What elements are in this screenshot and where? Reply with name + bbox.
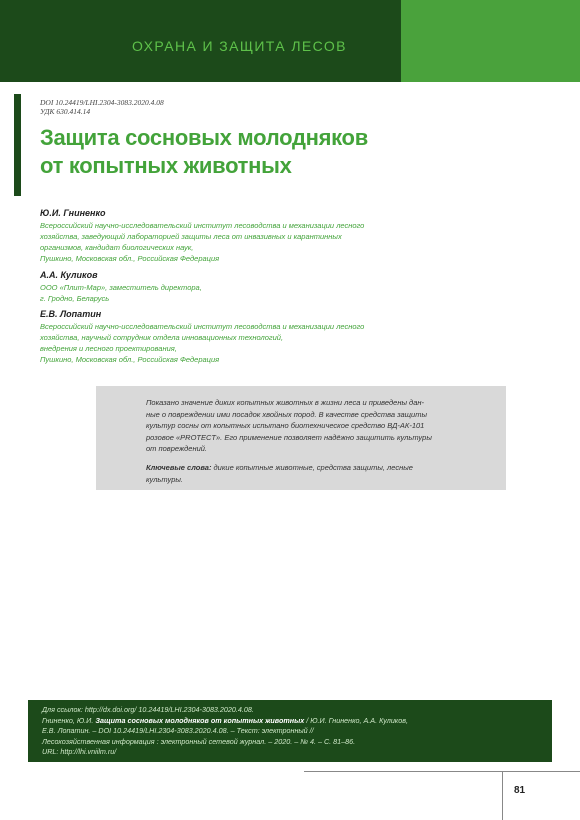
header-edge-block: [0, 0, 14, 82]
affiliation-line: организмов, кандидат биологических наук,: [40, 243, 194, 252]
affiliation-line: хозяйства, заведующий лабораторией защиты леса от инвазивных и карантинных: [40, 232, 342, 241]
abstract-line: Показано значение диких копытных животных в жизни леса и приведены дан-: [146, 398, 424, 407]
affiliation-line: г. Гродно, Беларусь: [40, 294, 110, 303]
citation-authors: Гниненко, Ю.И.: [42, 715, 96, 725]
section-header: [14, 0, 401, 82]
footer-divider: [304, 771, 580, 772]
abstract-line: ные о повреждении ими посадок хвойных пород. В качестве средства защиты: [146, 409, 427, 419]
abstract-line: культур сосны от копытных испытано биотехническое средство ВД-АК-101: [146, 421, 425, 431]
header-accent-block: [401, 0, 580, 82]
citation-line: [42, 716, 408, 727]
citation-line: Лесохозяйственная информация : электронный сетевой журнал. – 2020. – № 4. – С. 81–86.: [42, 736, 356, 746]
section-title: ОХРАНА И ЗАЩИТА ЛЕСОВ: [132, 38, 347, 54]
abstract-line: розовое «PROTECT». Его применение позволяет надёжно защитить культуры: [146, 432, 432, 442]
abstract-text: [146, 397, 450, 455]
author-affiliation: [40, 220, 520, 264]
keywords-text: дикие копытные животные, средства защиты, лесные: [211, 463, 413, 472]
author-name: Е.В. Лопатин: [40, 309, 102, 319]
citation-authors-cont: / Ю.И. Гниненко, А.А. Куликов,: [304, 715, 408, 725]
article-title: [40, 124, 400, 180]
udk-label: УДК 630.414.14: [40, 107, 91, 116]
citation-title: Защита сосновых молодняков от копытных животных: [95, 715, 305, 725]
title-side-bar: [14, 94, 21, 196]
affiliation-line: Всероссийский научно-исследовательский институт лесоводства и механизации лесного: [40, 221, 365, 230]
keywords-line: [146, 462, 450, 474]
citation-line: Е.В. Лопатин. – DOI 10.24419/LHI.2304-3083.2020.4.08. – Текст: электронный //: [42, 726, 314, 735]
affiliation-line: Пушкино, Московская обл., Российская Федерация: [40, 355, 220, 364]
keywords: [146, 462, 450, 485]
affiliation-line: ООО «Плит-Мар», заместитель директора,: [40, 283, 202, 292]
citation-line: Для ссылок: http://dx.doi.org/ 10.24419/LHI.2304-3083.2020.4.08.: [42, 705, 254, 714]
author-affiliation: [40, 282, 520, 304]
citation-url: URL: http://lhi.vniilm.ru/: [42, 747, 117, 756]
affiliation-line: Пушкино, Московская обл., Российская Федерация: [40, 254, 220, 263]
citation-box: [28, 700, 552, 762]
abstract-box: [96, 386, 506, 490]
footer-vertical-divider: [502, 771, 503, 820]
author-affiliation: [40, 321, 520, 365]
abstract-line: от повреждений.: [146, 444, 208, 454]
keywords-label: Ключевые слова:: [146, 463, 212, 472]
affiliation-line: Всероссийский научно-исследовательский институт лесоводства и механизации лесного: [40, 322, 365, 331]
doi-label: DOI 10.24419/LHI.2304-3083.2020.4.08: [40, 98, 164, 107]
citation-text: [42, 705, 408, 758]
article-title-line: от копытных животных: [40, 153, 292, 178]
article-title-line: Защита сосновых молодняков: [40, 125, 368, 150]
affiliation-line: внедрения и лесного проектирования,: [40, 344, 177, 353]
affiliation-line: хозяйства, научный сотрудник отдела инновационных технологий,: [40, 333, 284, 342]
page-number: 81: [514, 785, 526, 796]
author-name: А.А. Куликов: [40, 270, 98, 280]
author-name: Ю.И. Гниненко: [40, 208, 106, 218]
keywords-line: культуры.: [146, 474, 183, 484]
